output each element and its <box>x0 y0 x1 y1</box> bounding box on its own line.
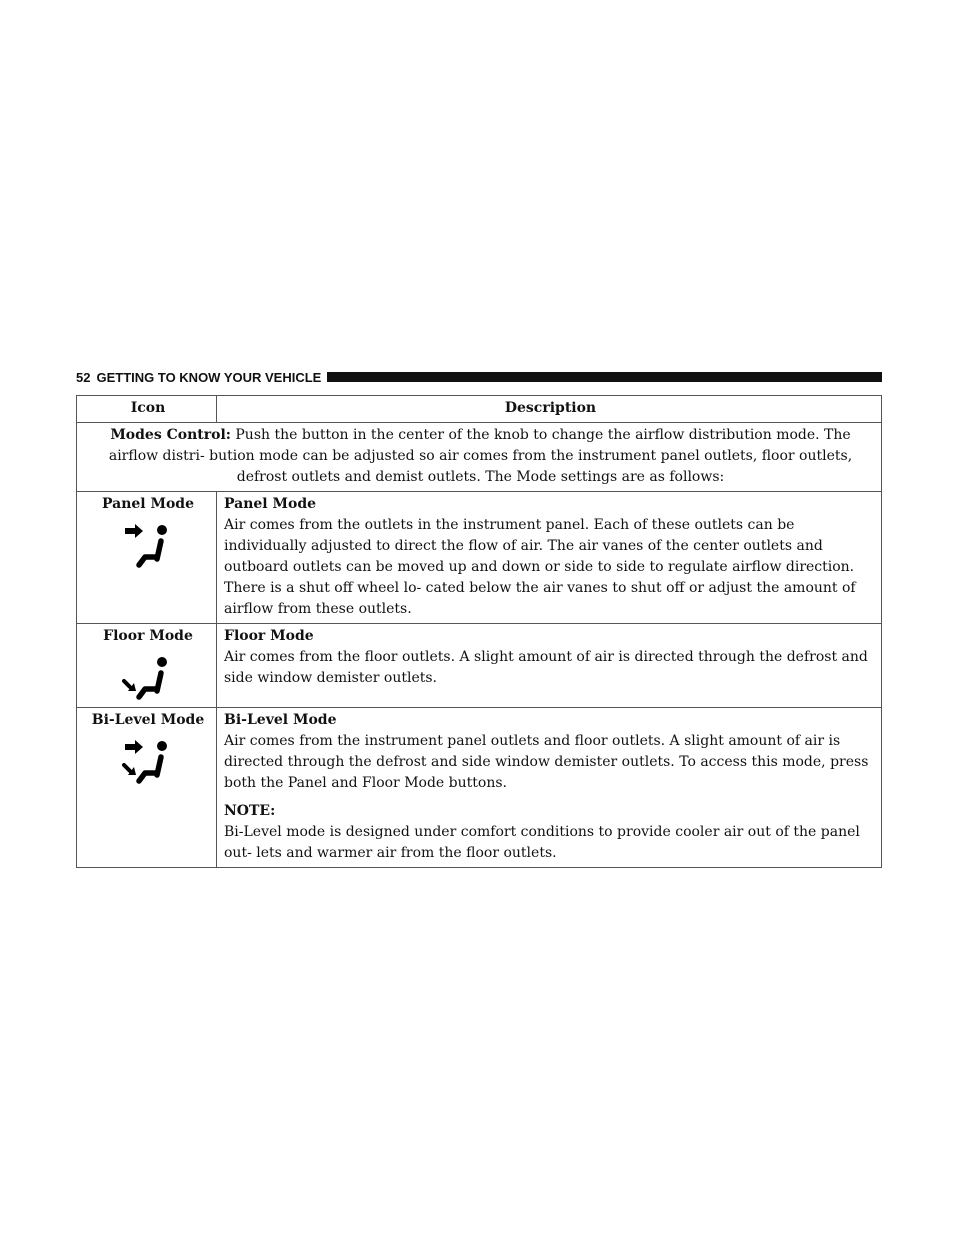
bi-level-mode-icon <box>118 737 178 787</box>
icon-label: Bi-Level Mode <box>91 712 205 728</box>
note-label: NOTE: <box>224 803 276 819</box>
description-title: Bi-Level Mode <box>224 712 337 728</box>
description-cell <box>217 708 882 868</box>
description-cell <box>217 492 882 624</box>
panel-mode-icon <box>118 521 178 571</box>
table-row-panel-mode <box>77 492 882 624</box>
intro-label: Modes Control: <box>110 427 231 443</box>
table-header-row <box>77 396 882 423</box>
table-row-floor-mode <box>77 624 882 708</box>
description-title: Panel Mode <box>224 496 317 512</box>
modes-control-intro <box>77 423 882 492</box>
description-cell <box>217 624 882 708</box>
intro-text: Push the button in the center of the knob to change the airflow distribution mode. The airflow distri- bution mode can be adjusted so air comes from the instrument panel outlets, floor outlets, defrost outlets and demist outlets. The Mode settings are as follows: <box>108 427 853 485</box>
column-header-description: Description <box>217 396 882 423</box>
page-number: 52 <box>76 369 91 385</box>
note-text: Bi-Level mode is designed under comfort conditions to provide cooler air out of the panel out- lets and warmer air from the floor outlets. <box>224 824 860 861</box>
icon-cell <box>77 708 217 868</box>
floor-mode-icon <box>118 653 178 703</box>
description-text: Air comes from the floor outlets. A slight amount of air is directed through the defrost and side window demister outlets. <box>224 649 868 686</box>
icon-cell <box>77 492 217 624</box>
icon-cell <box>77 624 217 708</box>
description-title: Floor Mode <box>224 628 314 644</box>
intro-row <box>77 423 882 492</box>
icon-label: Floor Mode <box>103 628 193 644</box>
column-header-icon: Icon <box>77 396 217 423</box>
page-header <box>76 366 882 388</box>
description-text: Air comes from the instrument panel outlets and floor outlets. A slight amount of air is directed through the defrost and side window demister outlets. To access this mode, press both the Panel and Floor Mode buttons. <box>224 733 869 791</box>
table-row-bi-level-mode <box>77 708 882 868</box>
section-title: GETTING TO KNOW YOUR VEHICLE <box>96 369 322 385</box>
header-rule <box>327 372 882 382</box>
description-text: Air comes from the outlets in the instrument panel. Each of these outlets can be individually adjusted to direct the flow of air. The air vanes of the center outlets and outboard outlets can be moved up and down or side to side to regulate airflow direction. There is a shut off wheel lo- cated below the air vanes to shut off or adjust the amount of airflow from these outlets. <box>224 517 856 617</box>
airflow-modes-table <box>76 395 882 868</box>
icon-label: Panel Mode <box>101 496 195 512</box>
